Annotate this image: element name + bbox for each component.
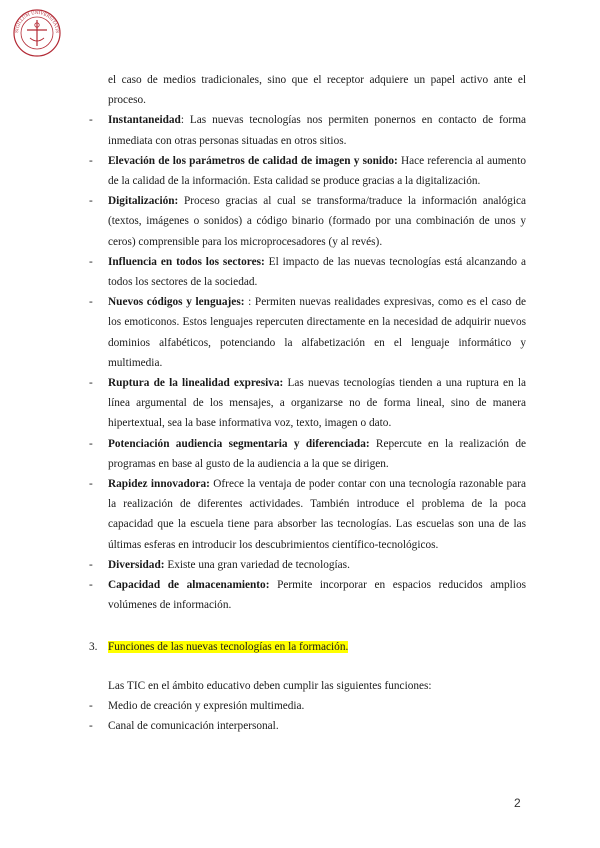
list-dash: -	[89, 720, 93, 733]
functions-intro: Las TIC en el ámbito educativo deben cumplir las siguientes funciones:	[108, 679, 432, 692]
item-term: Rapidez innovadora:	[108, 478, 210, 491]
item-term: Influencia en todos los sectores:	[108, 255, 265, 268]
item-text: Proceso gracias al cual se transforma/traduce la información analógica (textos, imágenes o sonidos) a código binario (formado por una combinación de unos y ceros) comprensible para los microprocesadores (y al revés).	[108, 195, 526, 248]
item-separator: :	[180, 114, 184, 127]
list-item	[89, 434, 526, 474]
item-term: Capacidad de almacenamiento:	[108, 579, 270, 592]
list-dash: -	[89, 437, 93, 450]
section-title: Funciones de las nuevas tecnologías en la formación.	[108, 641, 349, 654]
function-text: Canal de comunicación interpersonal.	[108, 720, 279, 733]
page-number: 2	[514, 796, 521, 810]
list-dash: -	[89, 579, 93, 592]
list-item	[89, 474, 526, 555]
functions-list	[89, 696, 526, 736]
list-dash: -	[89, 558, 93, 571]
list-dash: -	[89, 377, 93, 390]
item-text: Hace referencia al aumento de la calidad de la información. Esta calidad se produce gracias a la digitalización.	[108, 154, 526, 188]
function-item	[89, 696, 526, 716]
item-text: Permite incorporar en espacios reducidos amplios volúmenes de información.	[108, 579, 526, 612]
list-dash: -	[89, 195, 93, 208]
list-item	[89, 110, 526, 150]
section-number: 3.	[89, 641, 98, 654]
list-dash: -	[89, 296, 93, 309]
list-dash: -	[89, 154, 93, 167]
item-term: Ruptura de la linealidad expresiva:	[108, 377, 284, 390]
item-text: : Permiten nuevas realidades expresivas, como es el caso de los emoticonos. Estos lenguajes repercuten directamente en la necesidad de adquirir nuevos dominios alfabéticos, potenciando la alfabetización en el lenguaje informático y multimedia.	[108, 296, 526, 369]
list-item	[89, 191, 526, 252]
item-text: Repercute en la realización de programas en base al gusto de la audiencia a la que se dirigen.	[108, 437, 526, 470]
list-item	[89, 252, 526, 292]
item-term: Diversidad:	[108, 558, 165, 571]
list-item	[89, 373, 526, 434]
characteristics-list	[89, 110, 526, 615]
item-text: Ofrece la ventaja de poder contar con una tecnología razonable para la realización de diferentes actividades. También introduce el problema de la poca capacidad que la escuela tiene para absorber las tecnologías. Las escuelas son una de las últimas esferas en introducir los descubrimientos científico-tecnológicos.	[108, 478, 526, 551]
item-text: El impacto de las nuevas tecnologías está alcanzando a todos los sectores de la sociedad.	[108, 255, 527, 289]
item-term: Instantaneidad	[108, 114, 181, 127]
list-dash: -	[89, 699, 93, 712]
list-dash: -	[89, 478, 93, 491]
item-text: Las nuevas tecnologías tienden a una ruptura en la línea argumental de los mensajes, a organizarse no de forma lineal, sino de manera hipertextual, sea la base informativa voz, texto, imagen o dato.	[108, 377, 527, 430]
list-item	[89, 292, 526, 373]
item-text: Existe una gran variedad de tecnologías.	[164, 558, 350, 571]
item-term: Nuevos códigos y lenguajes:	[108, 296, 245, 309]
university-seal-logo	[12, 8, 62, 58]
list-item	[89, 555, 526, 575]
document-body	[89, 70, 526, 736]
list-dash: -	[89, 255, 93, 268]
seal-text: SIGILLUM UNIVERSITATIS	[13, 9, 61, 34]
item-term: Potenciación audiencia segmentaria y diferenciada:	[108, 437, 370, 450]
list-item	[89, 575, 526, 615]
continuation-paragraph: el caso de medios tradicionales, sino que el receptor adquiere un papel activo ante el proceso.	[108, 74, 526, 107]
section-heading	[89, 637, 526, 657]
list-dash: -	[89, 114, 93, 127]
item-term: Digitalización:	[108, 195, 179, 208]
function-text: Medio de creación y expresión multimedia.	[108, 699, 305, 712]
item-term: Elevación de los parámetros de calidad de imagen y sonido:	[108, 154, 398, 167]
function-item	[89, 716, 526, 736]
list-item	[89, 151, 526, 191]
item-text: Las nuevas tecnologías nos permiten ponernos en contacto de forma inmediata con otras personas situadas en otros sitios.	[108, 114, 526, 147]
